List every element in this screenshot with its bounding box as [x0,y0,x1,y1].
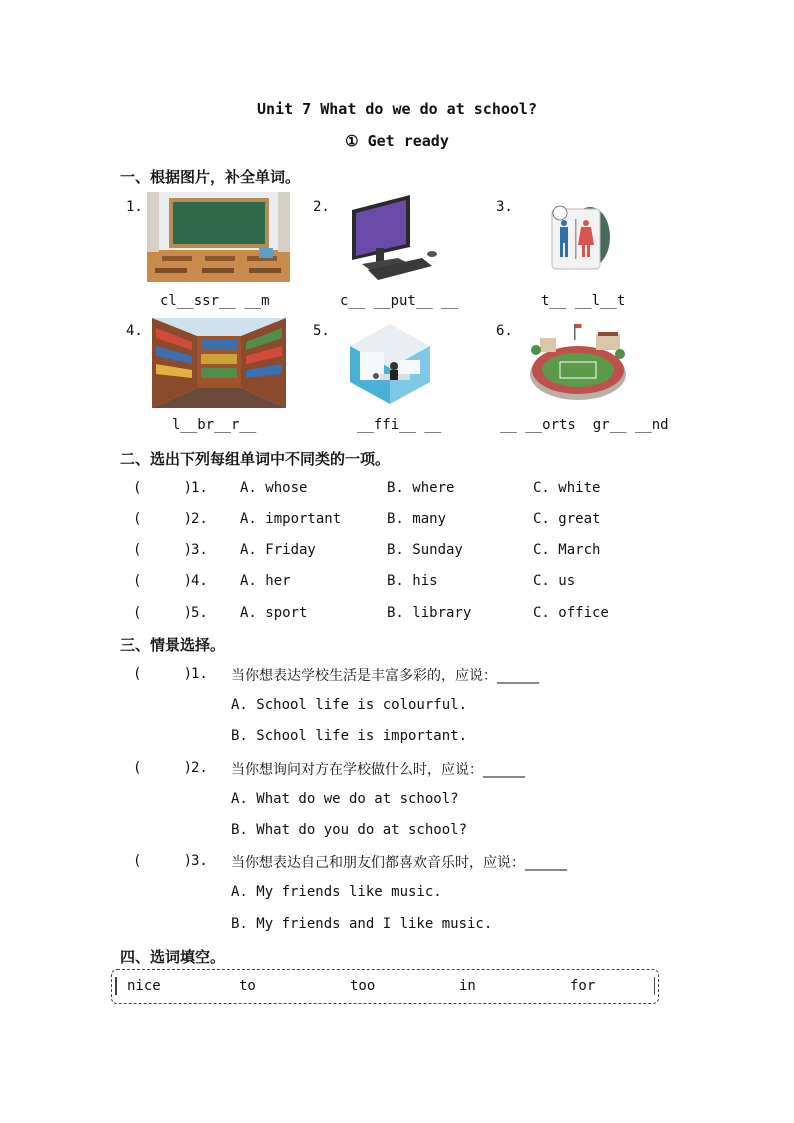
answer-parentheses[interactable]: ( ) [133,666,193,682]
answer-parentheses[interactable]: ( ) [133,511,193,527]
library-picture [152,318,286,408]
section4-heading: 四、选词填空。 [120,948,226,966]
sports-ground-picture [528,320,628,404]
option-a: A. Friday [240,542,316,558]
row-number: 1. [191,480,208,496]
option-c: C. March [533,542,601,558]
answer-parentheses[interactable]: ( ) [133,480,193,496]
word-bank-box [111,969,659,1004]
item-number: 3. [496,199,513,215]
word-bank-word: to [239,978,256,994]
computer-picture [340,192,440,282]
question-number: 3. [191,853,208,869]
answer-parentheses[interactable]: ( ) [133,573,193,589]
word-bank-word: too [350,978,376,994]
option-c: C. office [533,605,609,621]
option-b: B. My friends and I like music. [231,916,493,932]
row-number: 5. [191,605,208,621]
item-number: 5. [313,323,330,339]
row-number: 4. [191,573,208,589]
section3-heading: 三、情景选择。 [120,636,226,654]
word-bank-word: nice [127,978,161,994]
option-c: C. great [533,511,601,527]
item-number: 2. [313,199,330,215]
word-blank[interactable]: c__ __put__ __ [340,293,459,309]
option-b: B. School life is important. [231,728,468,744]
option-b: B. What do you do at school? [231,822,468,838]
answer-parentheses[interactable]: ( ) [133,542,193,558]
option-c: C. white [533,480,601,496]
office-picture [340,318,440,406]
answer-parentheses[interactable]: ( ) [133,605,193,621]
option-a: A. whose [240,480,308,496]
option-b: B. library [387,605,472,621]
word-blank[interactable]: __ __orts gr__ __nd [500,417,669,433]
option-a: A. School life is colourful. [231,697,468,713]
word-blank[interactable]: __ffi__ __ [357,417,442,433]
option-a: A. My friends like music. [231,884,442,900]
question-number: 1. [191,666,208,682]
option-a: A. her [240,573,291,589]
option-a: A. What do we do at school? [231,791,459,807]
option-a: A. important [240,511,342,527]
question-prompt: 当你想表达学校生活是丰富多彩的，应说：______ [231,668,539,684]
box-divider [654,977,656,995]
page-title: Unit 7 What do we do at school? [257,100,537,118]
box-divider [115,977,117,995]
word-blank[interactable]: t__ __l__t [541,293,626,309]
option-b: B. many [387,511,447,527]
item-number: 1. [126,199,143,215]
word-bank-word: for [570,978,596,994]
option-b: B. his [387,573,438,589]
question-prompt: 当你想询问对方在学校做什么时，应说：______ [231,762,525,778]
section1-heading: 一、根据图片，补全单词。 [120,168,301,186]
word-blank[interactable]: cl__ssr__ __m [160,293,270,309]
item-number: 6. [496,323,513,339]
question-number: 2. [191,760,208,776]
section2-heading: 二、选出下列每组单词中不同类的一项。 [120,450,391,468]
option-b: B. Sunday [387,542,463,558]
word-blank[interactable]: l__br__r__ [172,417,257,433]
answer-parentheses[interactable]: ( ) [133,853,193,869]
row-number: 2. [191,511,208,527]
word-bank-word: in [459,978,476,994]
toilet-sign-picture [542,197,612,273]
row-number: 3. [191,542,208,558]
classroom-picture [147,192,290,282]
option-c: C. us [533,573,576,589]
item-number: 4. [126,323,143,339]
option-b: B. where [387,480,455,496]
option-a: A. sport [240,605,308,621]
question-prompt: 当你想表达自己和朋友们都喜欢音乐时，应说：______ [231,855,567,871]
answer-parentheses[interactable]: ( ) [133,760,193,776]
page-subtitle: ① Get ready [345,132,449,150]
